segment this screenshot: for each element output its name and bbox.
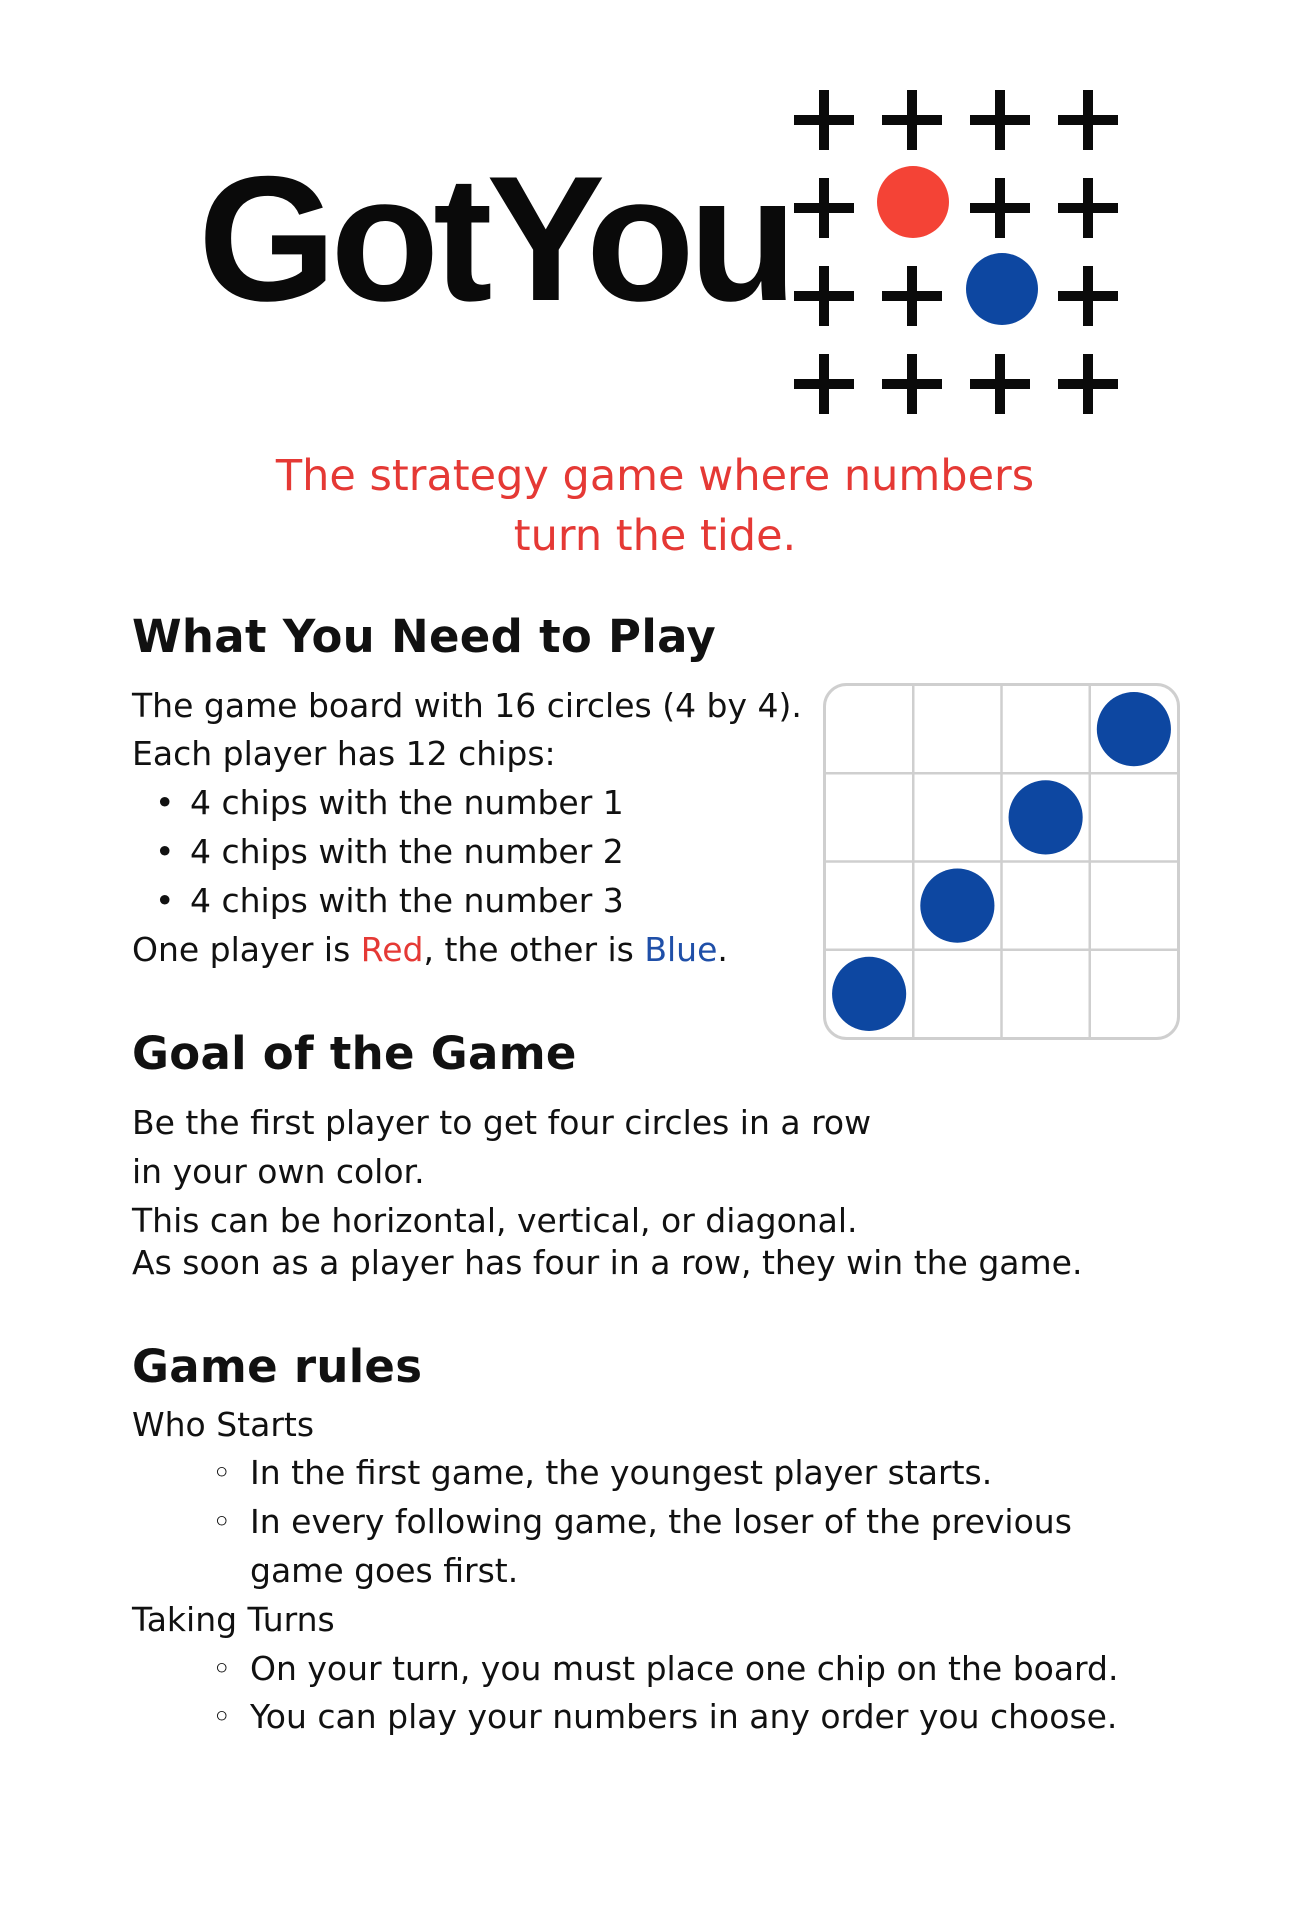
who-starts-item-1: In the first game, the youngest player starts. (250, 1453, 993, 1492)
heading-game-rules: Game rules (132, 1340, 423, 1393)
bullet-dot: • (155, 832, 175, 871)
plus-icon (794, 178, 854, 238)
chips-description: Each player has 12 chips: (132, 734, 556, 773)
goal-line-4: As soon as a player has four in a row, they win the game. (132, 1243, 1083, 1282)
player-colors (132, 930, 728, 970)
circle-bullet: ◦ (212, 1697, 232, 1736)
plus-icon (970, 90, 1030, 150)
blue-chip (920, 869, 994, 943)
plus-icon (882, 90, 942, 150)
plus-icon (1058, 266, 1118, 326)
logo-blue-dot (966, 253, 1038, 325)
tagline-line-2: turn the tide. (513, 511, 797, 561)
tagline-line-1: The strategy game where numbers (275, 451, 1035, 501)
tagline (220, 446, 1090, 566)
bullet-dot: • (155, 783, 175, 822)
colors-middle: , the other is (423, 930, 645, 969)
plus-icon (970, 178, 1030, 238)
plus-icon (882, 266, 942, 326)
circle-bullet: ◦ (212, 1649, 232, 1688)
blue-chip (832, 957, 906, 1031)
goal-line-2: in your own color. (132, 1152, 425, 1191)
blue-chip (1009, 780, 1083, 854)
game-board-illustration (823, 683, 1180, 1040)
goal-line-3: This can be horizontal, vertical, or diagonal. (132, 1201, 858, 1240)
blue-chip (1097, 692, 1171, 766)
plus-icon (1058, 178, 1118, 238)
plus-icon (1058, 90, 1118, 150)
logo-wordmark: GotYou (198, 139, 792, 338)
plus-icon (1058, 354, 1118, 414)
plus-icon (970, 354, 1030, 414)
board-description: The game board with 16 circles (4 by 4). (132, 686, 802, 725)
logo-plus-grid (782, 78, 1122, 418)
chip-item-1: 4 chips with the number 1 (190, 783, 624, 822)
plus-icon (794, 354, 854, 414)
taking-turns-label: Taking Turns (132, 1600, 335, 1639)
plus-icon (882, 354, 942, 414)
red-word: Red (360, 930, 424, 969)
who-starts-item-2-cont: game goes first. (250, 1551, 519, 1590)
colors-prefix: One player is (132, 930, 361, 969)
chip-item-2: 4 chips with the number 2 (190, 832, 624, 871)
circle-bullet: ◦ (212, 1453, 232, 1492)
blue-word: Blue (644, 930, 718, 969)
heading-what-you-need: What You Need to Play (132, 610, 716, 663)
circle-bullet: ◦ (212, 1502, 232, 1541)
logo-red-dot (877, 166, 949, 238)
bullet-dot: • (155, 881, 175, 920)
plus-icon (794, 266, 854, 326)
plus-icon (794, 90, 854, 150)
chip-item-3: 4 chips with the number 3 (190, 881, 624, 920)
who-starts-label: Who Starts (132, 1405, 315, 1444)
goal-line-1: Be the first player to get four circles in a row (132, 1103, 872, 1142)
colors-suffix: . (717, 930, 728, 969)
turn-item-2: You can play your numbers in any order you choose. (250, 1697, 1118, 1736)
turn-item-1: On your turn, you must place one chip on the board. (250, 1649, 1119, 1688)
who-starts-item-2: In every following game, the loser of the previous (250, 1502, 1072, 1541)
heading-goal: Goal of the Game (132, 1027, 577, 1080)
